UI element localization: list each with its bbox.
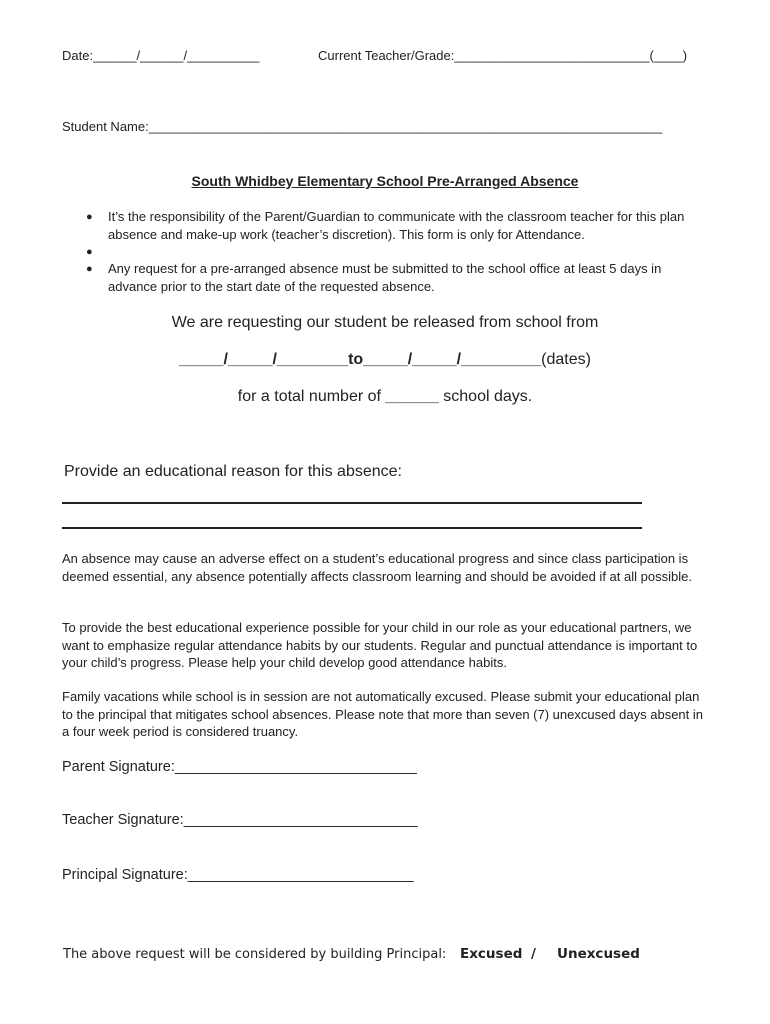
request-line: We are requesting our student be released from school from xyxy=(171,314,599,331)
dates-label: (dates) xyxy=(541,351,591,368)
parent-signature-field[interactable]: Parent Signature:______________________________ xyxy=(62,759,417,775)
unexcused-option[interactable]: Unexcused xyxy=(557,946,640,962)
principal-signature-field[interactable]: Principal Signature:____________________________ xyxy=(62,867,414,883)
option-separator: / xyxy=(531,946,536,962)
total-days-field[interactable]: ______ xyxy=(385,388,439,405)
bullet-icon: ● xyxy=(86,263,93,275)
total-suffix: school days. xyxy=(443,388,533,405)
total-prefix: for a total number of xyxy=(237,388,381,405)
policy-paragraph-1: An absence may cause an adverse effect on a student’s educational progress and since class participation is deemed essential, any absence potentially affects classroom learning and should be avoided if at all possible. xyxy=(62,551,692,584)
decision-text: The above request will be considered by building Principal: xyxy=(63,947,447,962)
policy-paragraph-2: To provide the best educational experience possible for your child in our role as your educational partners, we want to emphasize regular attendance habits by our students. Regular and punctual attendance is important to your child’s progress. Please help your child develop good attendance habits. xyxy=(62,620,698,670)
bullet-icon: ● xyxy=(86,246,93,258)
reason-line-1[interactable] xyxy=(62,502,642,504)
reason-line-2[interactable] xyxy=(62,527,642,529)
form-title: South Whidbey Elementary School Pre-Arranged Absence xyxy=(191,173,579,189)
teacher-grade-field[interactable]: Current Teacher/Grade:___________________________(____) xyxy=(318,48,688,63)
reason-label: Provide an educational reason for this absence: xyxy=(64,463,402,480)
date-range-field[interactable]: _____/_____/________to_____/_____/_________ xyxy=(179,351,542,368)
excused-option[interactable]: Excused xyxy=(460,946,523,962)
request-dates-line xyxy=(0,351,770,369)
bullet-icon: ● xyxy=(86,211,93,223)
teacher-signature-field[interactable]: Teacher Signature:_____________________________ xyxy=(62,812,418,828)
total-days-line xyxy=(0,388,770,406)
student-name-field[interactable]: Student Name:_______________________________________________________________________ xyxy=(62,119,663,134)
policy-paragraph-3: Family vacations while school is in session are not automatically excused. Please submit your educational plan to the principal that mitigates school absences. Please note that more than seven (7) unexcused days absent in a four week period is considered truancy. xyxy=(62,689,703,739)
bullet-text: Any request for a pre-arranged absence must be submitted to the school office at least 5 days in advance prior to the start date of the requested absence. xyxy=(108,261,662,294)
date-field[interactable]: Date:______/______/__________ xyxy=(62,48,260,63)
bullet-text: It’s the responsibility of the Parent/Guardian to communicate with the classroom teacher for this plan absence and make-up work (teacher’s discretion). This form is only for Attendance. xyxy=(108,209,685,242)
